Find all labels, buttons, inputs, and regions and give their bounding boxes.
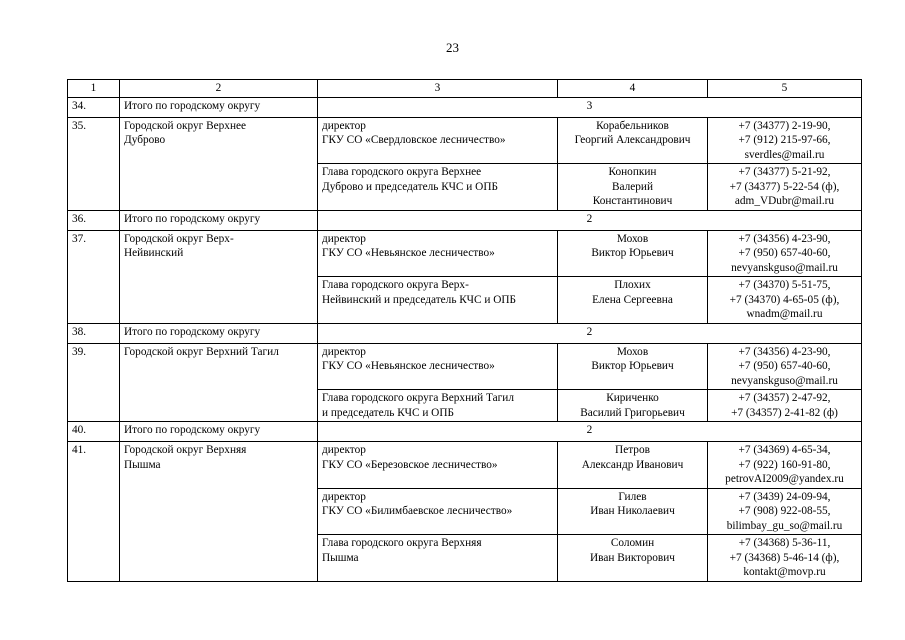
position-cell: директор ГКУ СО «Невьянское лесничество»: [318, 230, 558, 277]
contact-row: [68, 117, 862, 164]
total-row: [68, 97, 862, 117]
position-cell: Глава городского округа Верхняя Пышма: [318, 535, 558, 582]
total-row: [68, 323, 862, 343]
header-cell: 4: [558, 80, 708, 98]
total-value: 3: [318, 97, 862, 117]
position-cell: директор ГКУ СО «Билимбаевское лесничество»: [318, 488, 558, 535]
position-cell: директор ГКУ СО «Березовское лесничество»: [318, 442, 558, 489]
row-number: 35.: [68, 117, 120, 210]
row-number: 37.: [68, 230, 120, 323]
contact-info: +7 (34356) 4-23-90, +7 (950) 657-40-60, nevyanskguso@mail.ru: [708, 230, 862, 277]
row-number: 41.: [68, 442, 120, 582]
contact-info: +7 (34356) 4-23-90, +7 (950) 657-40-60, nevyanskguso@mail.ru: [708, 343, 862, 390]
contact-info: +7 (3439) 24-09-94, +7 (908) 922-08-55, bilimbay_gu_so@mail.ru: [708, 488, 862, 535]
table-header-row: [68, 80, 862, 98]
total-label: Итого по городскому округу: [120, 323, 318, 343]
contact-info: +7 (34377) 2-19-90, +7 (912) 215-97-66, sverdles@mail.ru: [708, 117, 862, 164]
district-name: Городской округ Верх- Нейвинский: [120, 230, 318, 323]
person-name: Конопкин Валерий Константинович: [558, 164, 708, 211]
person-name: Кириченко Василий Григорьевич: [558, 390, 708, 422]
position-cell: директор ГКУ СО «Свердловское лесничество»: [318, 117, 558, 164]
person-name: Петров Александр Иванович: [558, 442, 708, 489]
total-label: Итого по городскому округу: [120, 422, 318, 442]
row-number: 40.: [68, 422, 120, 442]
header-cell: 5: [708, 80, 862, 98]
contact-row: [68, 343, 862, 390]
total-row: [68, 210, 862, 230]
contact-info: +7 (34377) 5-21-92, +7 (34377) 5-22-54 (ф), adm_VDubr@mail.ru: [708, 164, 862, 211]
row-number: 39.: [68, 343, 120, 422]
contacts-table: [67, 79, 862, 582]
total-label: Итого по городскому округу: [120, 210, 318, 230]
contact-info: +7 (34357) 2-47-92, +7 (34357) 2-41-82 (ф): [708, 390, 862, 422]
person-name: Плохих Елена Сергеевна: [558, 277, 708, 324]
district-name: Городской округ Верхняя Пышма: [120, 442, 318, 582]
header-cell: 3: [318, 80, 558, 98]
header-cell: 2: [120, 80, 318, 98]
contact-row: [68, 230, 862, 277]
position-cell: Глава городского округа Верхний Тагил и председатель КЧС и ОПБ: [318, 390, 558, 422]
position-cell: Глава городского округа Верх- Нейвинский и председатель КЧС и ОПБ: [318, 277, 558, 324]
person-name: Соломин Иван Викторович: [558, 535, 708, 582]
contact-info: +7 (34369) 4-65-34, +7 (922) 160-91-80, petrovAI2009@yandex.ru: [708, 442, 862, 489]
contact-row: [68, 442, 862, 489]
person-name: Гилев Иван Николаевич: [558, 488, 708, 535]
district-name: Городской округ Верхнее Дуброво: [120, 117, 318, 210]
total-value: 2: [318, 323, 862, 343]
contact-info: +7 (34368) 5-36-11, +7 (34368) 5-46-14 (ф), kontakt@movp.ru: [708, 535, 862, 582]
position-cell: директор ГКУ СО «Невьянское лесничество»: [318, 343, 558, 390]
total-row: [68, 422, 862, 442]
total-value: 2: [318, 422, 862, 442]
contact-info: +7 (34370) 5-51-75, +7 (34370) 4-65-05 (ф), wnadm@mail.ru: [708, 277, 862, 324]
total-value: 2: [318, 210, 862, 230]
position-cell: Глава городского округа Верхнее Дуброво и председатель КЧС и ОПБ: [318, 164, 558, 211]
row-number: 38.: [68, 323, 120, 343]
row-number: 34.: [68, 97, 120, 117]
district-name: Городской округ Верхний Тагил: [120, 343, 318, 422]
row-number: 36.: [68, 210, 120, 230]
person-name: Мохов Виктор Юрьевич: [558, 343, 708, 390]
page-number: 23: [446, 40, 459, 55]
person-name: Мохов Виктор Юрьевич: [558, 230, 708, 277]
header-cell: 1: [68, 80, 120, 98]
person-name: Корабельников Георгий Александрович: [558, 117, 708, 164]
total-label: Итого по городскому округу: [120, 97, 318, 117]
